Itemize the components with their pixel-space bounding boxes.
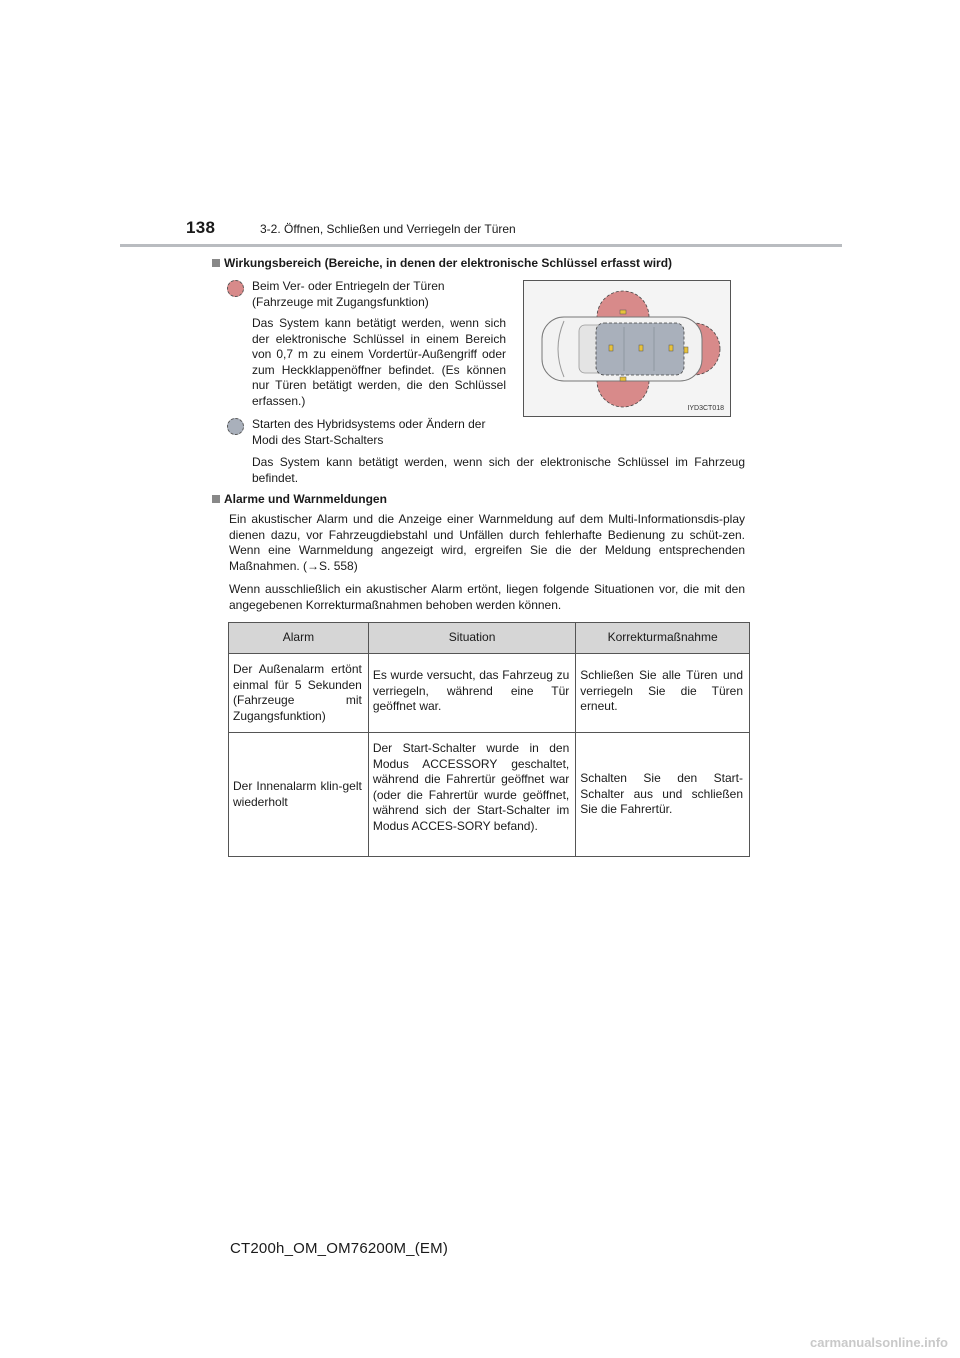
- header-divider: [120, 244, 842, 247]
- table-row: [229, 733, 750, 857]
- interior-range-marker-icon: [227, 418, 244, 435]
- alarm-table: [228, 622, 750, 857]
- column-header-alarm: Alarm: [229, 623, 369, 654]
- cell-action: Schalten Sie den Start-Schalter aus und schließen Sie die Fahrertür.: [576, 733, 750, 857]
- cell-situation: Es wurde versucht, das Fahrzeug zu verriegeln, während eine Tür geöffnet war.: [368, 654, 575, 733]
- item2-title-line2: Modi des Start-Schalters: [252, 432, 384, 447]
- alarm-paragraph-1: Ein akustischer Alarm und die Anzeige einer Warnmeldung auf dem Multi-Informationsdis-play dienen dazu, vor Fahrzeugdiebstahl und Unfällen durch fehlerhafte Bedienung zu schüt-zen. Wenn eine Warnmeldung angezeigt wird, ergreifen Sie die der Meldung entsprechenden Maßnahmen. (→S. 558): [229, 512, 745, 573]
- vehicle-top-view-icon: [524, 281, 730, 416]
- column-header-situation: Situation: [368, 623, 575, 654]
- item2-title-line1: Starten des Hybridsystems oder Ändern der: [252, 417, 486, 431]
- exterior-range-marker-icon: [227, 280, 244, 297]
- table-header-row: [229, 623, 750, 654]
- range-heading-text: Wirkungsbereich (Bereiche, in denen der elektronische Schlüssel erfasst wird): [224, 256, 673, 270]
- item1-text: Das System kann betätigt werden, wenn sich der elektronische Schlüssel in einem Bereich von 0,7 m zu einem Vordertür-Außengriff oder zum Heckklappenöffner befindet. (Es können nur Türen betätigt werden, die den Schlüssel erfassen.): [252, 316, 506, 408]
- section-title: 3-2. Öffnen, Schließen und Verriegeln der Türen: [260, 222, 516, 236]
- cell-situation: Der Start-Schalter wurde in den Modus ACCESSORY geschaltet, während die Fahrertür geöffnet war (oder die Fahrertür wurde geöffnet, während sich der Start-Schalter im Modus ACCES-SORY befand).: [368, 733, 575, 857]
- item2-title: [252, 417, 512, 448]
- square-bullet-icon: [212, 495, 220, 503]
- watermark: carmanualsonline.info: [810, 1335, 948, 1350]
- page-number: 138: [186, 218, 216, 237]
- figure-code: IYD3CT018: [687, 405, 724, 412]
- manual-code: CT200h_OM_OM76200M_(EM): [230, 1240, 449, 1257]
- range-heading: [212, 256, 672, 271]
- cell-action: Schließen Sie alle Türen und verriegeln Sie die Türen erneut.: [576, 654, 750, 733]
- column-header-action: Korrekturmaßnahme: [576, 623, 750, 654]
- item2-text: Das System kann betätigt werden, wenn sich der elektronische Schlüssel im Fahrzeug befindet.: [252, 455, 745, 485]
- cell-alarm: Der Außenalarm ertönt einmal für 5 Sekunden (Fahrzeuge mit Zugangsfunktion): [229, 654, 369, 733]
- square-bullet-icon: [212, 259, 220, 267]
- alarm-heading: [212, 492, 387, 507]
- item1-title-line2: (Fahrzeuge mit Zugangsfunktion): [252, 294, 429, 309]
- vehicle-detection-range-figure: [523, 280, 731, 417]
- alarm-heading-text: Alarme und Warnmeldungen: [224, 492, 387, 506]
- item1-title: [252, 279, 507, 310]
- alarm-paragraph-2: Wenn ausschließlich ein akustischer Alarm ertönt, liegen folgende Situationen vor, die mit den angegebenen Korrekturmaßnahmen behoben werden können.: [229, 582, 745, 612]
- table-row: [229, 654, 750, 733]
- item1-title-line1: Beim Ver- oder Entriegeln der Türen: [252, 279, 445, 293]
- cell-alarm: Der Innenalarm klin-gelt wiederholt: [229, 733, 369, 857]
